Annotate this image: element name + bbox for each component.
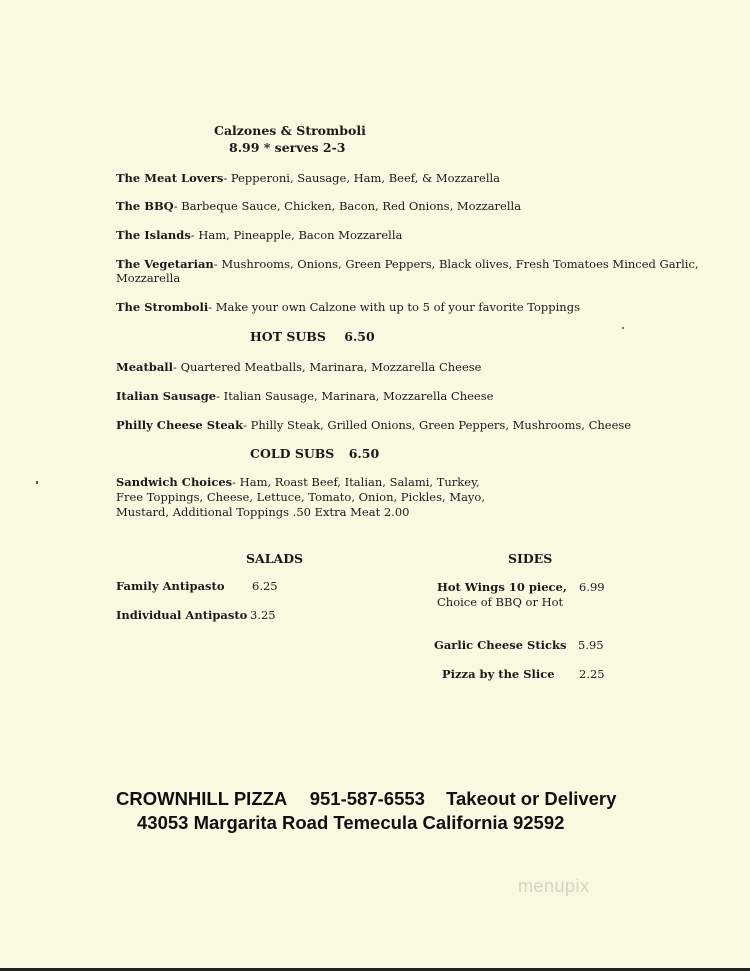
item-name: Philly Cheese Steak — [116, 418, 244, 432]
watermark-logo: menupix — [518, 876, 590, 896]
item-desc-continued: Mustard, Additional Toppings .50 Extra Meat 2.00 — [116, 505, 410, 519]
side-name: Hot Wings 10 piece, — [437, 580, 567, 594]
item-desc: - Barbeque Sauce, Chicken, Bacon, Red Onions, Mozzarella — [173, 199, 522, 213]
side-note: Choice of BBQ or Hot — [437, 595, 564, 609]
item-name: The BBQ — [116, 199, 174, 213]
cold-subs-title: COLD SUBS — [250, 446, 335, 461]
side-price: 5.95 — [578, 638, 604, 652]
restaurant-name: CROWNHILL PIZZA — [116, 788, 287, 809]
menu-item — [116, 389, 493, 403]
menu-item — [116, 257, 699, 271]
item-desc: - Italian Sausage, Marinara, Mozzarella Cheese — [216, 389, 494, 403]
salads-title: SALADS — [246, 551, 304, 566]
calzones-title: Calzones & Stromboli — [214, 123, 366, 138]
menu-item — [116, 199, 521, 213]
item-name: The Islands — [116, 228, 191, 242]
hot-subs-price: 6.50 — [344, 329, 375, 344]
side-price: 2.25 — [579, 667, 605, 681]
side-name: Pizza by the Slice — [442, 667, 555, 681]
menu-item — [116, 475, 480, 489]
item-desc: - Mushrooms, Onions, Green Peppers, Black olives, Fresh Tomatoes Minced Garlic, — [213, 257, 699, 271]
hot-subs-title: HOT SUBS — [250, 329, 326, 344]
item-desc: - Ham, Pineapple, Bacon Mozzarella — [190, 228, 403, 242]
footer-line-1 — [116, 788, 616, 810]
menu-item — [116, 228, 402, 242]
item-desc: - Philly Steak, Grilled Onions, Green Peppers, Mushrooms, Cheese — [243, 418, 632, 432]
item-desc: - Quartered Meatballs, Marinara, Mozzarella Cheese — [173, 360, 482, 374]
restaurant-address: 43053 Margarita Road Temecula California 92592 — [137, 812, 565, 833]
service-type: Takeout or Delivery — [446, 788, 617, 809]
salad-price: 3.25 — [250, 608, 276, 622]
item-name: Meatball — [116, 360, 174, 374]
item-name: The Meat Lovers — [116, 171, 224, 185]
item-desc: - Pepperoni, Sausage, Ham, Beef, & Mozzarella — [223, 171, 501, 185]
salad-name: Family Antipasto — [116, 579, 225, 593]
item-desc-continued: Mozzarella — [116, 271, 181, 285]
item-desc-continued: Free Toppings, Cheese, Lettuce, Tomato, Onion, Pickles, Mayo, — [116, 490, 486, 504]
side-name: Garlic Cheese Sticks — [434, 638, 567, 652]
side-price: 6.99 — [579, 580, 605, 594]
salad-price: 6.25 — [252, 579, 278, 593]
salad-name: Individual Antipasto — [116, 608, 248, 622]
item-name: The Vegetarian — [116, 257, 214, 271]
item-name: The Stromboli — [116, 300, 209, 314]
item-desc: - Ham, Roast Beef, Italian, Salami, Turkey, — [232, 475, 480, 489]
calzones-subtitle: 8.99 * serves 2-3 — [229, 140, 346, 155]
item-desc: - Make your own Calzone with up to 5 of your favorite Toppings — [208, 300, 580, 314]
menu-item — [116, 418, 631, 432]
scan-speck — [622, 327, 624, 329]
sides-title: SIDES — [508, 551, 553, 566]
menu-item — [116, 171, 500, 185]
cold-subs-price: 6.50 — [348, 446, 380, 461]
item-name: Sandwich Choices — [116, 475, 233, 489]
phone-number: 951-587-6553 — [309, 788, 425, 809]
menu-item — [116, 300, 580, 314]
cold-subs-heading — [250, 446, 379, 461]
item-name: Italian Sausage — [116, 389, 217, 403]
hot-subs-heading — [250, 329, 375, 344]
menu-item — [116, 360, 481, 374]
scan-speck — [36, 481, 38, 484]
